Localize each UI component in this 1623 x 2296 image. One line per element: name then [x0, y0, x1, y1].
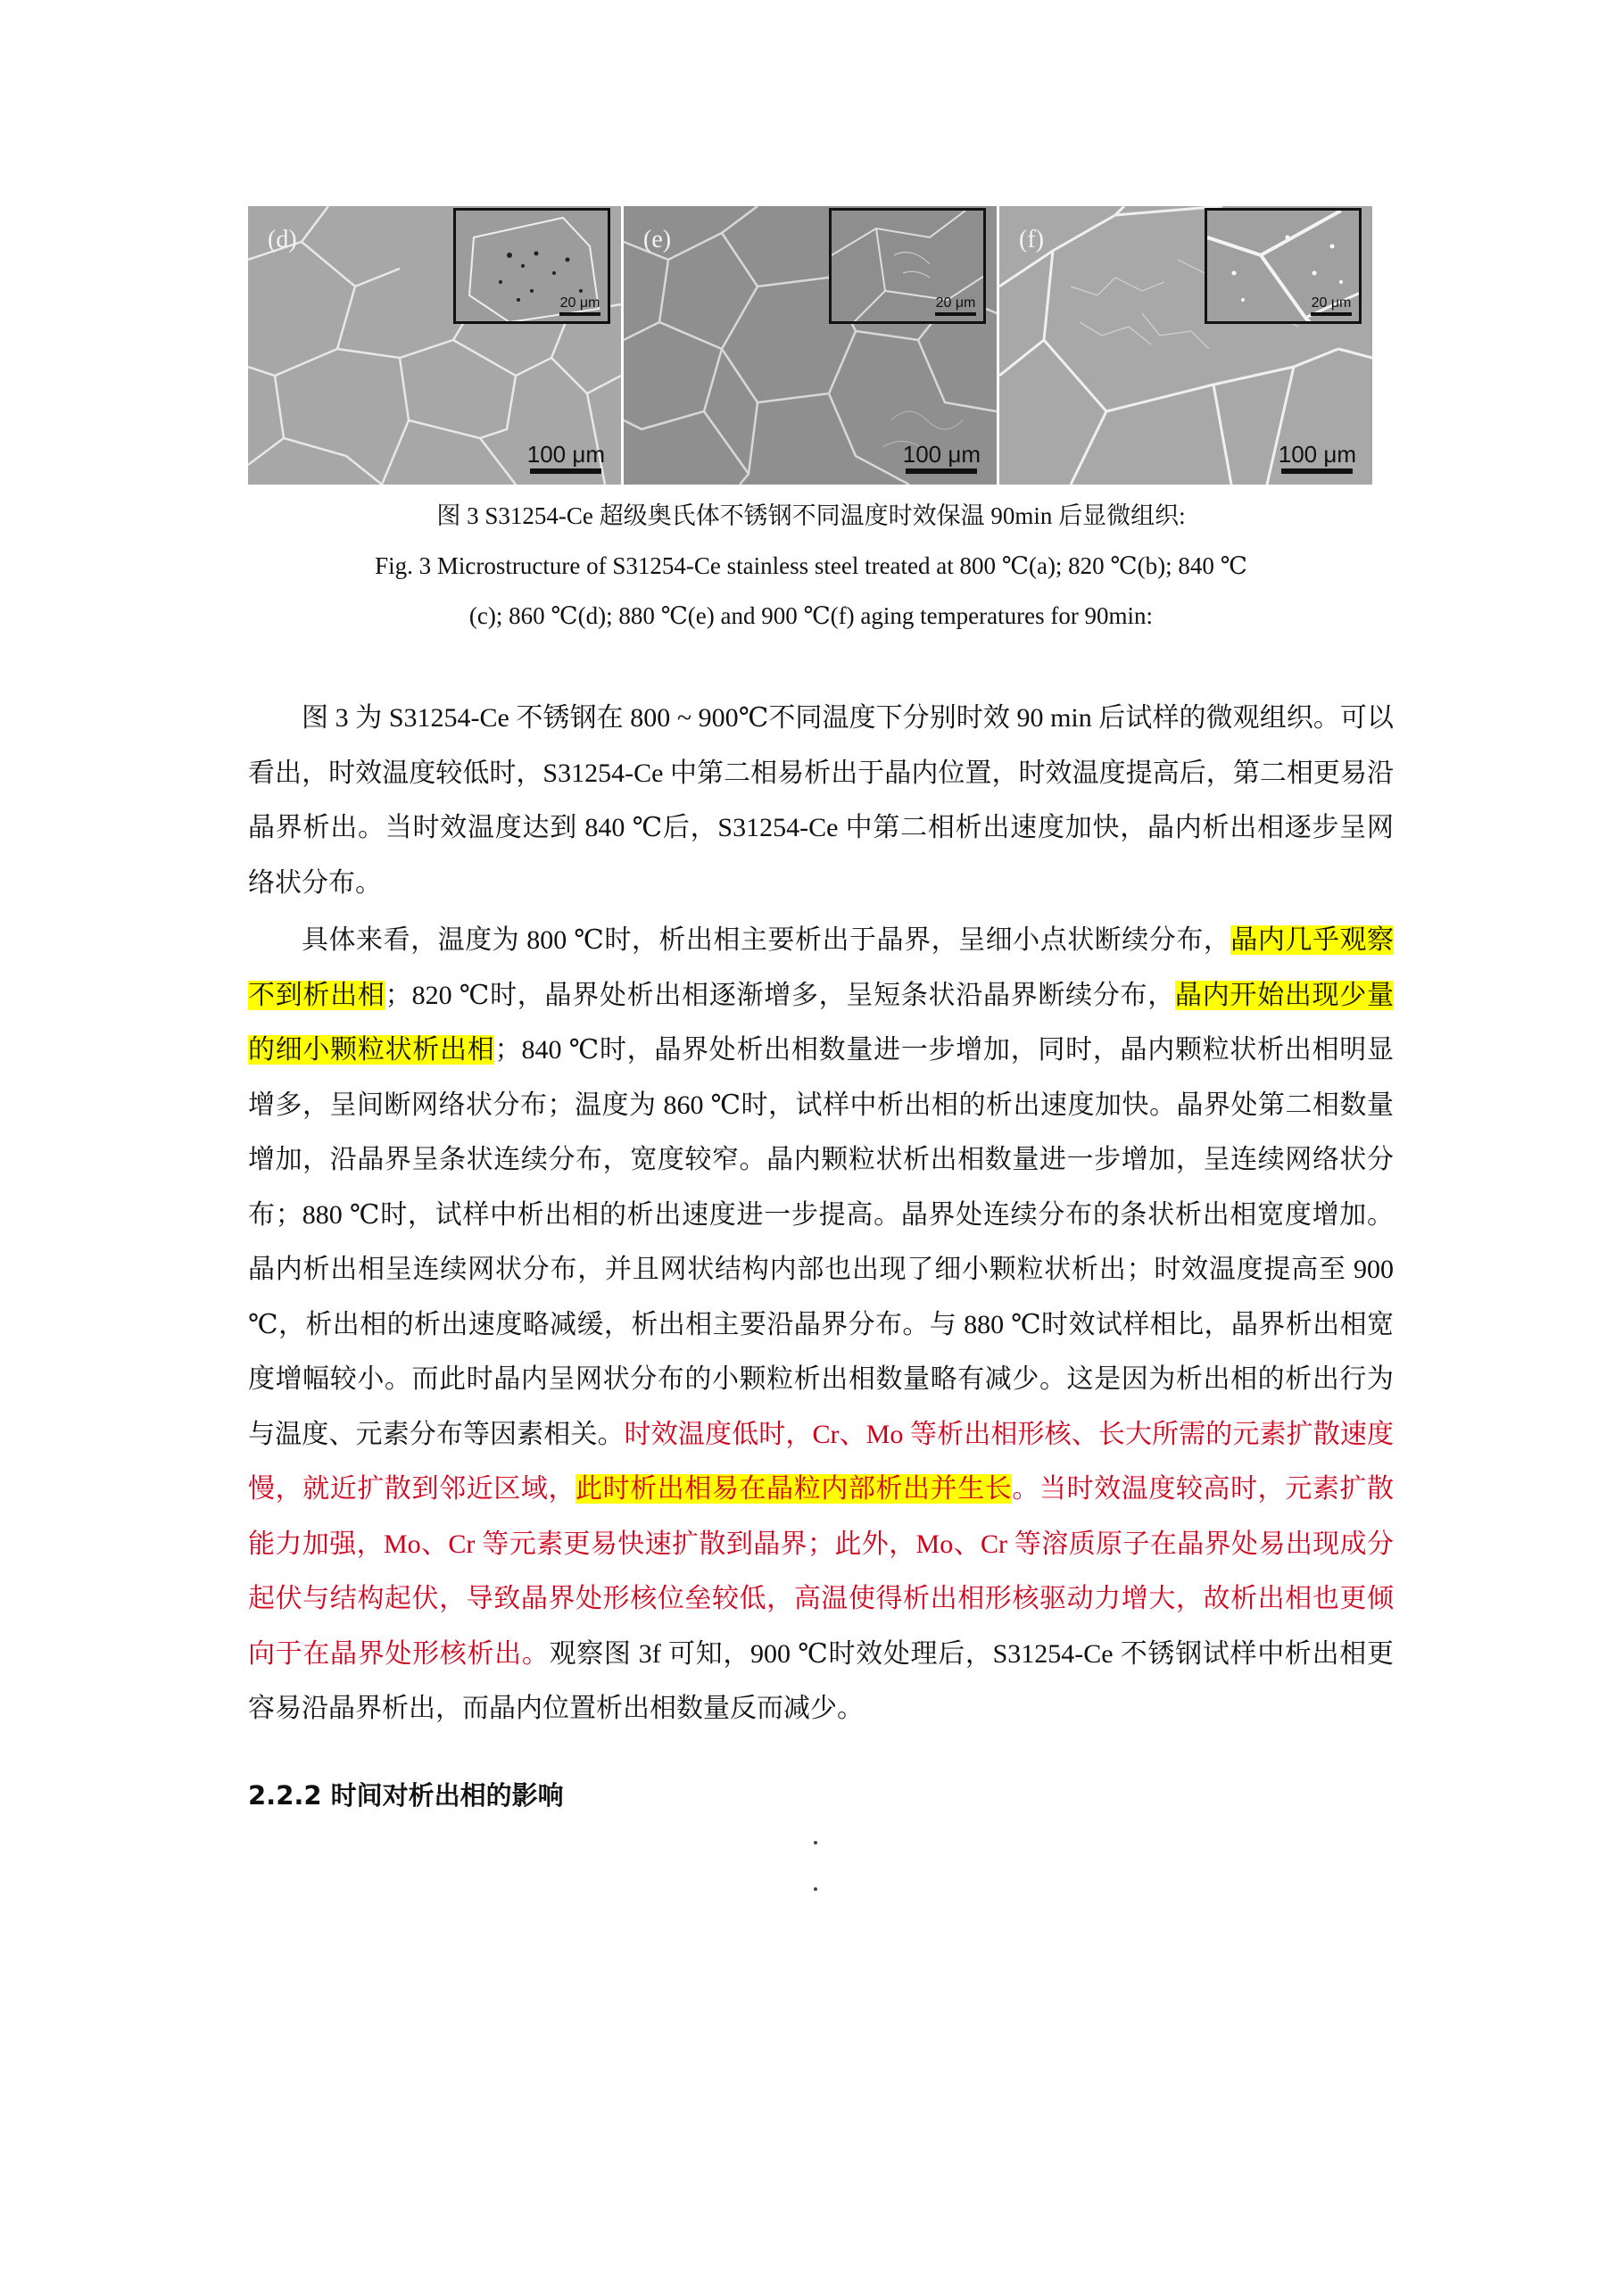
inset-image [1205, 208, 1362, 324]
stray-dot [814, 1841, 817, 1844]
red-text: 。当时效温度较高时，元素扩散能力加强，Mo、Cr 等元素更易快速扩散到晶界；此外，Mo、Cr 等溶质原子在晶界处易出现成分起伏与结构起伏，导致晶界处形核位垒较低，高温使得析出相形核驱动力增大，故析出相也更倾向于在晶界处形核析出。 [248, 1474, 1395, 1669]
paragraph-2 [248, 913, 1394, 1737]
text-segment: 观察图 3f 可知，900 ℃时效处理后，S31254-Ce 不锈钢试样中析出相更容易沿晶界析出，而晶内位置析出相数量反而减少。 [248, 1638, 1394, 1723]
figure-caption-cn: 图 3 S31254-Ce 超级奥氏体不锈钢不同温度时效保温 90min 后显微组织: [436, 502, 1186, 529]
panel-label: (e) [643, 226, 672, 253]
inset-scale-bar: 20 μm [935, 295, 976, 316]
scale-bar: 100 μm [903, 443, 981, 474]
scale-bar: 100 μm [527, 443, 605, 474]
stray-dot [814, 1887, 817, 1891]
inset-image [829, 208, 986, 324]
micrograph-panel-f [999, 206, 1372, 485]
figure-caption-en-line2: (c); 860 ℃(d); 880 ℃(e) and 900 ℃(f) aging temperatures for 90min: [468, 602, 1154, 629]
red-highlighted-text: 此时析出相易在晶粒内部析出并生长 [576, 1474, 1013, 1504]
micrograph-figure [248, 206, 1374, 485]
text-segment: ；820 ℃时，晶界处析出相逐渐增多，呈短条状沿晶界断续分布， [385, 980, 1175, 1010]
text-segment: ；840 ℃时，晶界处析出相数量进一步增加，同时，晶内颗粒状析出相明显增多，呈间断网络状分布；温度为 860 ℃时，试样中析出相的析出速度加快。晶界处第二相数量增加，沿晶界呈条状连续分布，宽度较窄。晶内颗粒状析出相数量进一步增加，呈连续网络状分布；880 ℃时，试样中析出相的析出速度进一步提高。晶界处连续分布的条状析出相宽度增加。晶内析出相呈连续网状分布，并且网状结构内部也出现了细小颗粒状析出；时效温度提高至 900 ℃，析出相的析出速度略减缓，析出相主要沿晶界分布。与 880 ℃时效试样相比，晶界析出相宽度增幅较小。而此时晶内呈网状分布的小颗粒析出相数量略有减少。这是因为析出相的析出行为与温度、元素分布等因素相关。 [248, 1035, 1395, 1449]
highlighted-text: 晶内几乎观察不到析出相 [248, 925, 1395, 1010]
paragraph-1: 图 3 为 S31254-Ce 不锈钢在 800 ~ 900℃不同温度下分别时效 90 min 后试样的微观组织。可以看出，时效温度较低时，S31254-Ce 中第二相易析出于晶内位置，时效温度提高后，第二相更易沿晶界析出。当时效温度达到 840 ℃后，S31254-Ce 中第二相析出速度加快，晶内析出相逐步呈网络状分布。 [248, 703, 1394, 898]
micrograph-panel-d [248, 206, 621, 485]
panel-label: (d) [268, 226, 297, 253]
text-segment: 具体来看，温度为 800 ℃时，析出相主要析出于晶界，呈细小点状断续分布， [302, 925, 1231, 955]
figure-caption-en-line1: Fig. 3 Microstructure of S31254-Ce stainless steel treated at 800 ℃(a); 820 ℃(b); 840 ℃ [375, 552, 1247, 579]
micrograph-panel-e [624, 206, 997, 485]
scale-bar: 100 μm [1279, 443, 1356, 474]
highlighted-text: 晶内开始出现少量的细小颗粒状析出相 [248, 980, 1395, 1065]
red-text: 时效温度低时，Cr、Mo 等析出相形核、长大所需的元素扩散速度慢，就近扩散到邻近区域， [248, 1419, 1394, 1504]
section-heading: 2.2.2 时间对析出相的影响 [248, 1780, 564, 1811]
inset-image [453, 208, 610, 324]
body-text [248, 691, 1394, 1739]
inset-scale-bar: 20 μm [1311, 295, 1352, 316]
inset-scale-bar: 20 μm [559, 295, 600, 316]
panel-label: (f) [1019, 226, 1044, 253]
